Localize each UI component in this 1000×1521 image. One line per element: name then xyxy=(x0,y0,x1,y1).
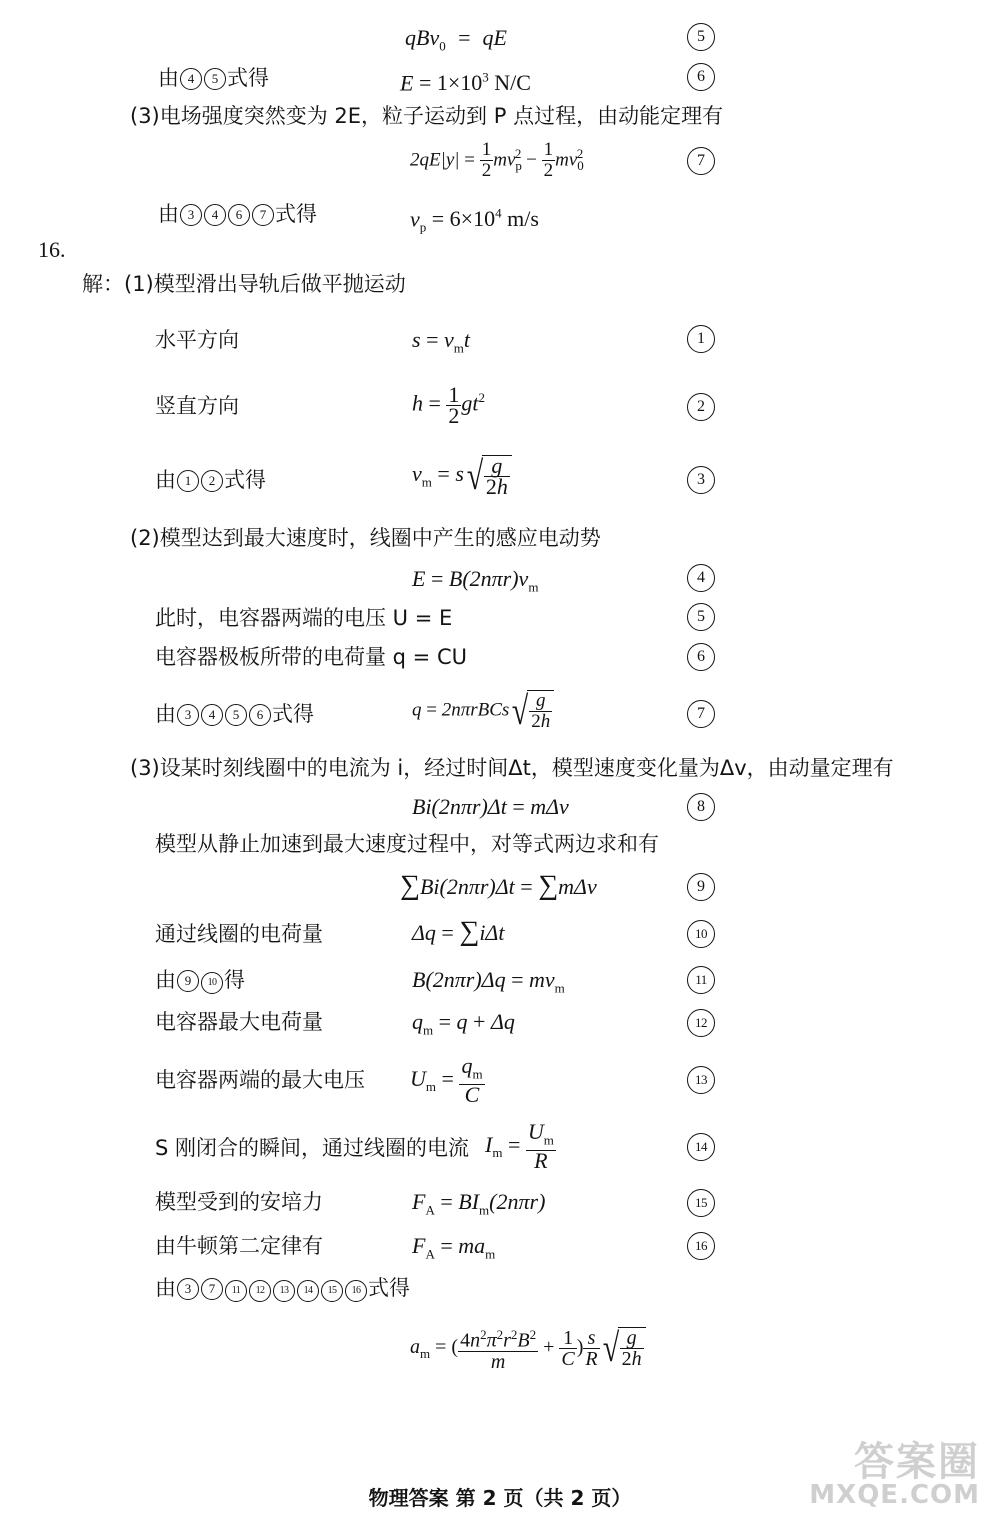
watermark-url: MXQE.COM xyxy=(809,1480,980,1510)
from-910-text: 由 9 10 得 xyxy=(155,968,245,992)
eq-final: $a_m$ = ( $\frac{4n^2\pi^2r^2B^2}{m}$ + $\frac{1}{C}$ ) $\frac{s}{R}$ √ $\frac{g}{2h}$ xyxy=(410,1325,646,1372)
watermark-logo: 答案圈 xyxy=(854,1439,980,1485)
eq-number-14: 14 xyxy=(687,1133,715,1161)
line-15-text: 模型受到的安培力 xyxy=(155,1190,323,1214)
eq-number-10: 10 xyxy=(687,920,715,948)
eq-number-6a: 6 xyxy=(687,63,715,91)
eq-1: $s = v_mt$ xyxy=(412,327,470,356)
eq-number-8: 8 xyxy=(687,793,715,821)
eq-number-13: 13 xyxy=(687,1066,715,1094)
eq-vp: $v_p = 6\times 10^4$ m/s xyxy=(410,206,539,235)
eq-number-5: 5 xyxy=(687,603,715,631)
eq-number-15: 15 xyxy=(687,1189,715,1217)
eq-number-7: 7 xyxy=(687,700,715,728)
eq-7a: 2qE|y| = $\frac{1}{2}$ $mv_p^2$ − $\frac{1}{2}$ $mv_0^2$ xyxy=(410,139,584,182)
eq-number-1: 1 xyxy=(687,325,715,353)
eq-3: $v_m = s√$ $\frac{g}{2h}$ xyxy=(412,455,512,497)
line-14-text: S 刚闭合的瞬间，通过线圈的电流 xyxy=(155,1136,470,1160)
eq-number-9: 9 xyxy=(687,873,715,901)
eq-number-12: 12 xyxy=(687,1009,715,1037)
eq-16: $F_A = ma_m$ xyxy=(412,1233,496,1262)
final-from-text: 由 3 7 11 12 13 14 15 16 式得 xyxy=(155,1276,410,1300)
eq-2: h = $\frac{1}{2}$ $gt^2$ xyxy=(412,381,486,428)
line-12-text: 电容器最大电荷量 xyxy=(155,1010,323,1034)
from-12-text: 由 1 2 式得 xyxy=(155,468,266,492)
eq-10: Δq = ∑iΔt xyxy=(412,916,505,947)
watermark xyxy=(770,1430,980,1510)
question-number-16: 16. xyxy=(38,237,66,262)
eq-14: $I_m$ = $\frac{U_m}{R}$ xyxy=(485,1119,554,1174)
eq-e-value: $E = 1\times 10^3$ N/C xyxy=(400,70,531,96)
eq-number-16: 16 xyxy=(687,1232,715,1260)
eq-7: q = 2nπrBCs√ $\frac{g}{2h}$ xyxy=(412,690,554,732)
part3-heading: (3)设某时刻线圈中的电流为 i，经过时间Δt，模型速度变化量为Δv，由动量定理有 xyxy=(130,756,894,780)
from-45-text: 由 4 5 式得 xyxy=(158,66,269,90)
eq-number-2: 2 xyxy=(687,393,715,421)
line-5-text: 此时，电容器两端的电压 U = E xyxy=(155,606,453,630)
horizontal-label: 水平方向 xyxy=(155,328,239,352)
eq-15: $F_A = BI_m(2n\pi r)$ xyxy=(412,1189,546,1218)
eq-13: $U_m$ = $\frac{q_m}{C}$ xyxy=(410,1053,483,1108)
part2-heading: (2)模型达到最大速度时，线圈中产生的感应电动势 xyxy=(130,526,601,550)
line-16-text: 由牛顿第二定律有 xyxy=(155,1234,323,1258)
page-footer: 物理答案 第 2 页（共 2 页） xyxy=(368,1486,632,1510)
line-10-text: 通过线圈的电荷量 xyxy=(155,922,323,946)
sum-text: 模型从静止加速到最大速度过程中，对等式两边求和有 xyxy=(155,832,659,856)
solution-part1-heading: 解：(1)模型滑出导轨后做平抛运动 xyxy=(82,272,406,296)
part3-prev-text: (3)电场强度突然变为 2E，粒子运动到 P 点过程，由动能定理有 xyxy=(130,104,724,128)
eq-4: $E = B(2n\pi r)v_m$ xyxy=(412,566,539,595)
eq-number-6: 6 xyxy=(687,643,715,671)
line-6-text: 电容器极板所带的电荷量 q = CU xyxy=(155,645,467,669)
eq-qbv0: qBv$_0$ = qE xyxy=(405,25,507,54)
eq-8: Bi(2nπr)Δt = mΔv xyxy=(412,794,569,819)
eq-number-7a: 7 xyxy=(687,147,715,175)
eq-number-3: 3 xyxy=(687,466,715,494)
eq-number-5a: 5 xyxy=(687,23,715,51)
eq-number-4: 4 xyxy=(687,564,715,592)
eq-11: $B(2n\pi r)\Delta q = mv_m$ xyxy=(412,967,565,996)
eq-9: ∑Bi(2nπr)Δt = ∑mΔv xyxy=(400,870,597,901)
from-3467-text: 由 3 4 6 7 式得 xyxy=(158,202,317,226)
from-3456-text: 由 3 4 5 6 式得 xyxy=(155,702,314,726)
eq-12: $q_m = q + \Delta q$ xyxy=(412,1009,515,1038)
eq-number-11: 11 xyxy=(687,966,715,994)
line-13-text: 电容器两端的最大电压 xyxy=(155,1068,365,1092)
vertical-label: 竖直方向 xyxy=(155,394,239,418)
